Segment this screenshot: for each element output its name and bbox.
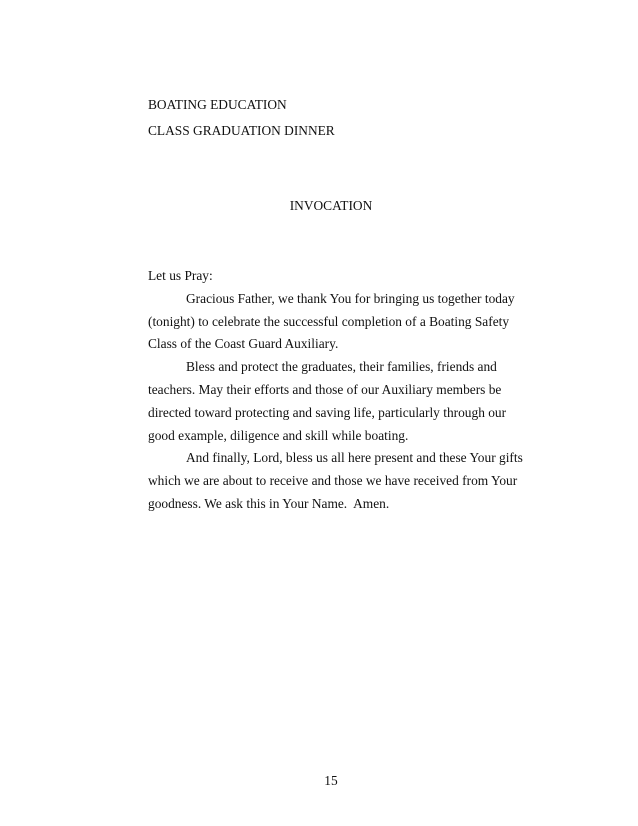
paragraph-2-line-1: Bless and protect the graduates, their families, friends and — [186, 359, 497, 375]
document-header — [148, 92, 335, 144]
opening-line: Let us Pray: — [148, 268, 213, 283]
section-title: INVOCATION — [289, 198, 373, 213]
invocation-text — [148, 265, 523, 516]
page-number: 15 — [324, 773, 338, 788]
paragraph-1-line-2: (tonight) to celebrate the successful completion of a Boating Safety — [148, 313, 510, 329]
header-line-boating-education: BOATING EDUCATION — [148, 97, 287, 112]
paragraph-2-line-3: directed toward protecting and saving life, particularly through our — [148, 404, 507, 420]
paragraph-2-line-2: teachers. May their efforts and those of our Auxiliary members be — [148, 381, 502, 397]
paragraph-3-line-2: which we are about to receive and those we have received from Your — [148, 473, 518, 489]
paragraph-2-line-4: good example, diligence and skill while boating. — [148, 427, 409, 443]
paragraph-3-line-1: And finally, Lord, bless us all here present and these Your gifts — [186, 450, 523, 466]
header-line-graduation-dinner: CLASS GRADUATION DINNER — [148, 123, 335, 138]
paragraph-1-line-3: Class of the Coast Guard Auxiliary. — [148, 336, 339, 352]
paragraph-1-line-1: Gracious Father, we thank You for bringing us together today — [186, 290, 515, 306]
paragraph-3-line-3: goodness. We ask this in Your Name. Amen. — [148, 495, 390, 511]
